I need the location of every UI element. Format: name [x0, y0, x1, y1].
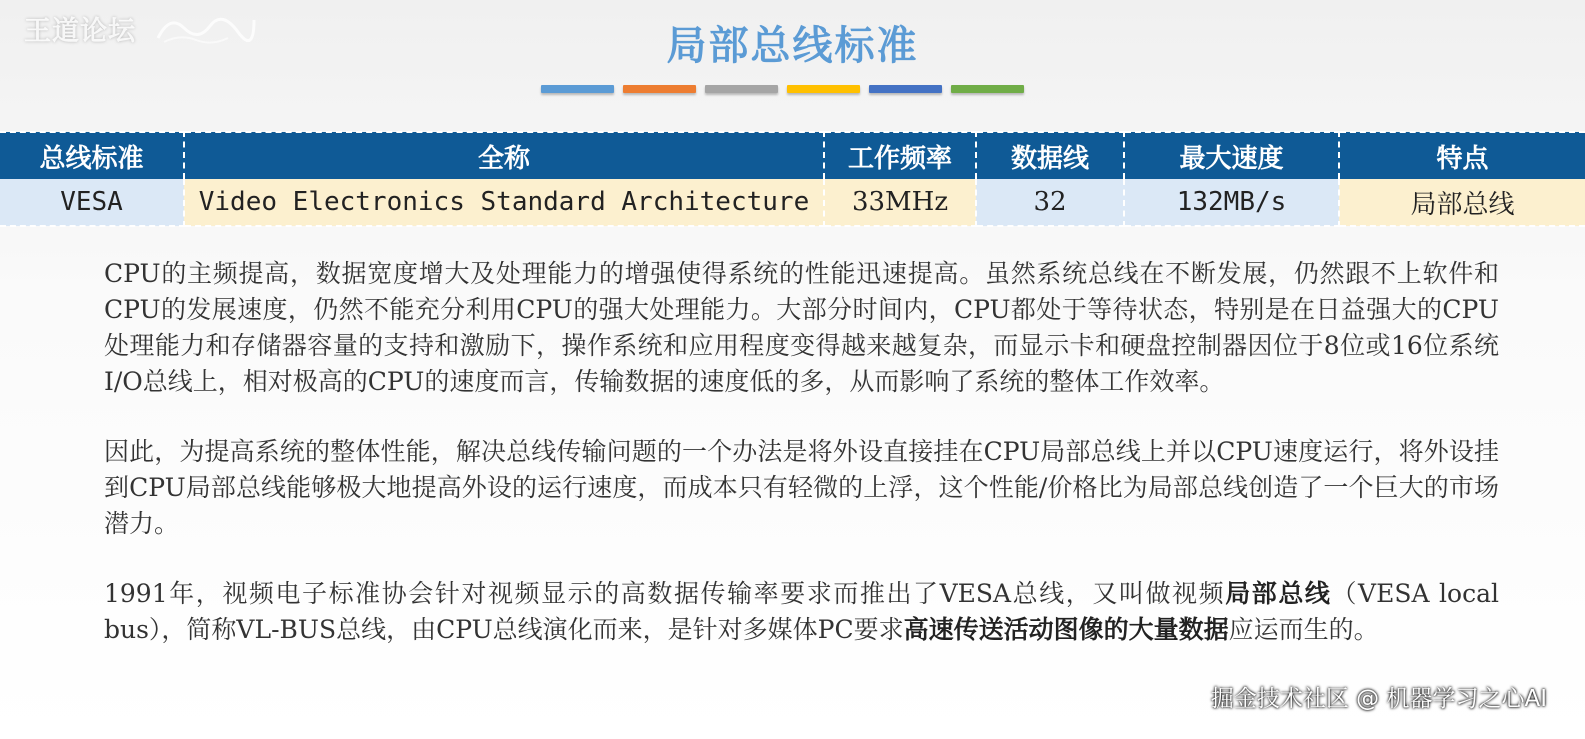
column-header: 最大速度 — [1124, 132, 1339, 179]
column-header: 数据线 — [976, 132, 1124, 179]
paragraph-3-text: （VESA local bus），简称VL-BUS总线，由CPU总线演化而来，是针对多媒体PC要求 — [104, 579, 1499, 644]
paragraph-3-text: 1991年，视频电子标准协会针对视频显示的高数据传输率要求而推出了VESA总线，又叫做视频 — [104, 579, 1226, 608]
paragraph-2: 因此，为提高系统的整体性能，解决总线传输问题的一个办法是将外设直接挂在CPU局部总线上并以CPU速度运行，将外设挂到CPU局部总线能够极大地提高外设的运行速度，而成本只有轻微的上浮，这个性能/价格比为局部总线创造了一个巨大的市场潜力。 — [104, 437, 1499, 538]
paragraph-3 — [104, 576, 1499, 648]
accent-bar — [541, 85, 614, 93]
accent-color-bars — [541, 85, 1024, 93]
table-row — [0, 179, 1585, 226]
cell-data-lines: 32 — [976, 179, 1124, 226]
cell-feature: 局部总线 — [1339, 179, 1585, 226]
cell-frequency: 33MHz — [824, 179, 976, 226]
paragraph-3-bold-text: 局部总线 — [1225, 579, 1332, 608]
cell-standard: VESA — [0, 179, 184, 226]
watermark-site-text: 王道论坛 — [24, 15, 136, 47]
accent-bar — [869, 85, 942, 93]
column-header: 特点 — [1339, 132, 1585, 179]
column-header: 工作频率 — [824, 132, 976, 179]
accent-bar — [951, 85, 1024, 93]
paragraph-3-text: 应运而生的。 — [1228, 615, 1379, 644]
column-header: 总线标准 — [0, 132, 184, 179]
accent-bar — [705, 85, 778, 93]
cell-full-name: Video Electronics Standard Architecture — [184, 179, 824, 226]
accent-bar — [787, 85, 860, 93]
body-text — [104, 256, 1499, 682]
slide-title: 局部总线标准 — [666, 23, 919, 69]
cell-max-speed: 132MB/s — [1124, 179, 1339, 226]
table-header-row — [0, 132, 1585, 179]
watermark-credit: 掘金技术社区 @ 机器学习之心AI — [1210, 686, 1547, 712]
paragraph-1: CPU的主频提高，数据宽度增大及处理能力的增强使得系统的性能迅速提高。虽然系统总线在不断发展，仍然跟不上软件和CPU的发展速度，仍然不能充分利用CPU的强大处理能力。大部分时间内，CPU都处于等待状态，特别是在日益强大的CPU处理能力和存储器容量的支持和激励下，操作系统和应用程度变得越来越复杂，而显示卡和硬盘控制器因位于8位或16位系统I/O总线上，相对极高的CPU的速度而言，传输数据的速度低的多，从而影响了系统的整体工作效率。 — [104, 259, 1499, 396]
paragraph-3-bold-text: 高速传送活动图像的大量数据 — [903, 615, 1229, 644]
accent-bar — [623, 85, 696, 93]
bus-standard-table — [0, 131, 1585, 227]
column-header: 全称 — [184, 132, 824, 179]
